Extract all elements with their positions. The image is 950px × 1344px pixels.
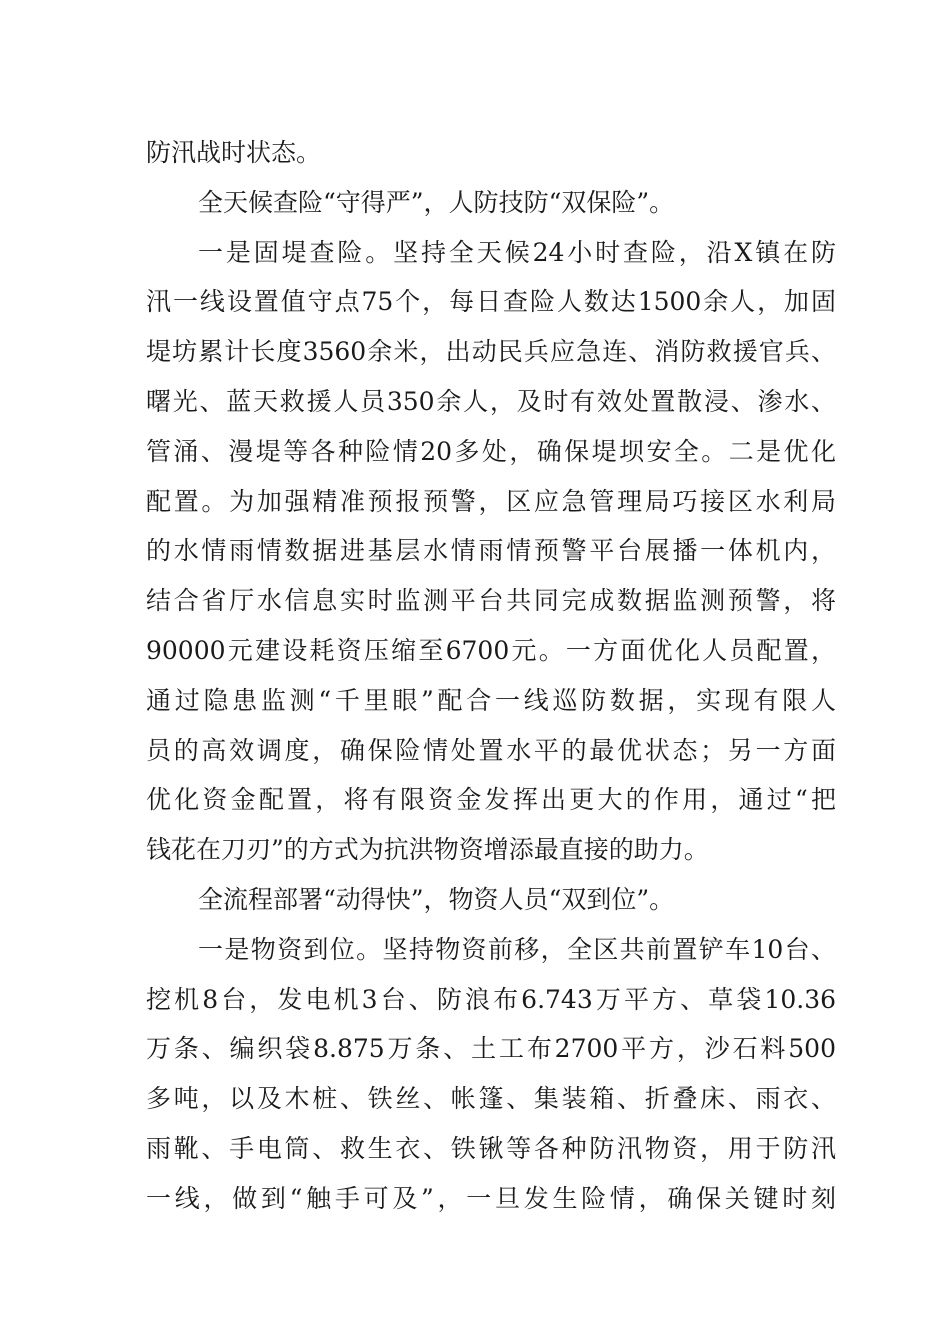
- text-line: 汛一线设置值守点75个，每日查险人数达1500余人，加固: [146, 287, 836, 317]
- text-line: 一是固堤查险。坚持全天候24小时查险，沿X镇在防: [198, 237, 836, 267]
- text-line: 全流程部署“动得快”，物资人员“双到位”。: [198, 884, 675, 914]
- text-line: 防汛战时状态。: [146, 138, 322, 167]
- text-line: 员的高效调度，确保险情处置水平的最优状态；另一方面: [146, 735, 836, 765]
- text-line: 90000元建设耗资压缩至6700元。一方面优化人员配置，: [146, 635, 836, 665]
- text-line: 结合省厅水信息实时监测平台共同完成数据监测预警，将: [146, 586, 836, 616]
- text-line: 多吨，以及木桩、铁丝、帐篷、集装箱、折叠床、雨衣、: [146, 1084, 836, 1114]
- text-line: 优化资金配置，将有限资金发挥出更大的作用，通过“把: [146, 785, 836, 815]
- text-line: 一是物资到位。坚持物资前移，全区共前置铲车10台、: [198, 934, 836, 964]
- text-line: 的水情雨情数据进基层水情雨情预警平台展播一体机内，: [146, 536, 836, 566]
- text-line: 通过隐患监测“千里眼”配合一线巡防数据，实现有限人: [146, 685, 836, 715]
- text-line: 配置。为加强精准预报预警，区应急管理局巧接区水利局: [146, 486, 836, 516]
- text-line: 全天候查险“守得严”，人防技防“双保险”。: [198, 187, 675, 217]
- text-line: 挖机8台，发电机3台、防浪布6.743万平方、草袋10.36: [146, 984, 836, 1014]
- text-line: 管涌、漫堤等各种险情20多处，确保堤坝安全。二是优化: [146, 436, 836, 466]
- text-line: 一线，做到“触手可及”，一旦发生险情，确保关键时刻: [146, 1183, 836, 1213]
- text-line: 堤坊累计长度3560余米，出动民兵应急连、消防救援官兵、: [146, 337, 836, 367]
- text-line: 万条、编织袋8.875万条、土工布2700平方，沙石料500: [146, 1034, 836, 1064]
- text-line: 曙光、蓝天救援人员350余人，及时有效处置散浸、渗水、: [146, 386, 836, 416]
- body-text: [146, 128, 836, 1224]
- text-line: 钱花在刀刃”的方式为抗洪物资增添最直接的助力。: [146, 835, 709, 865]
- text-line: 雨靴、手电筒、救生衣、铁锹等各种防汛物资，用于防汛: [146, 1133, 836, 1163]
